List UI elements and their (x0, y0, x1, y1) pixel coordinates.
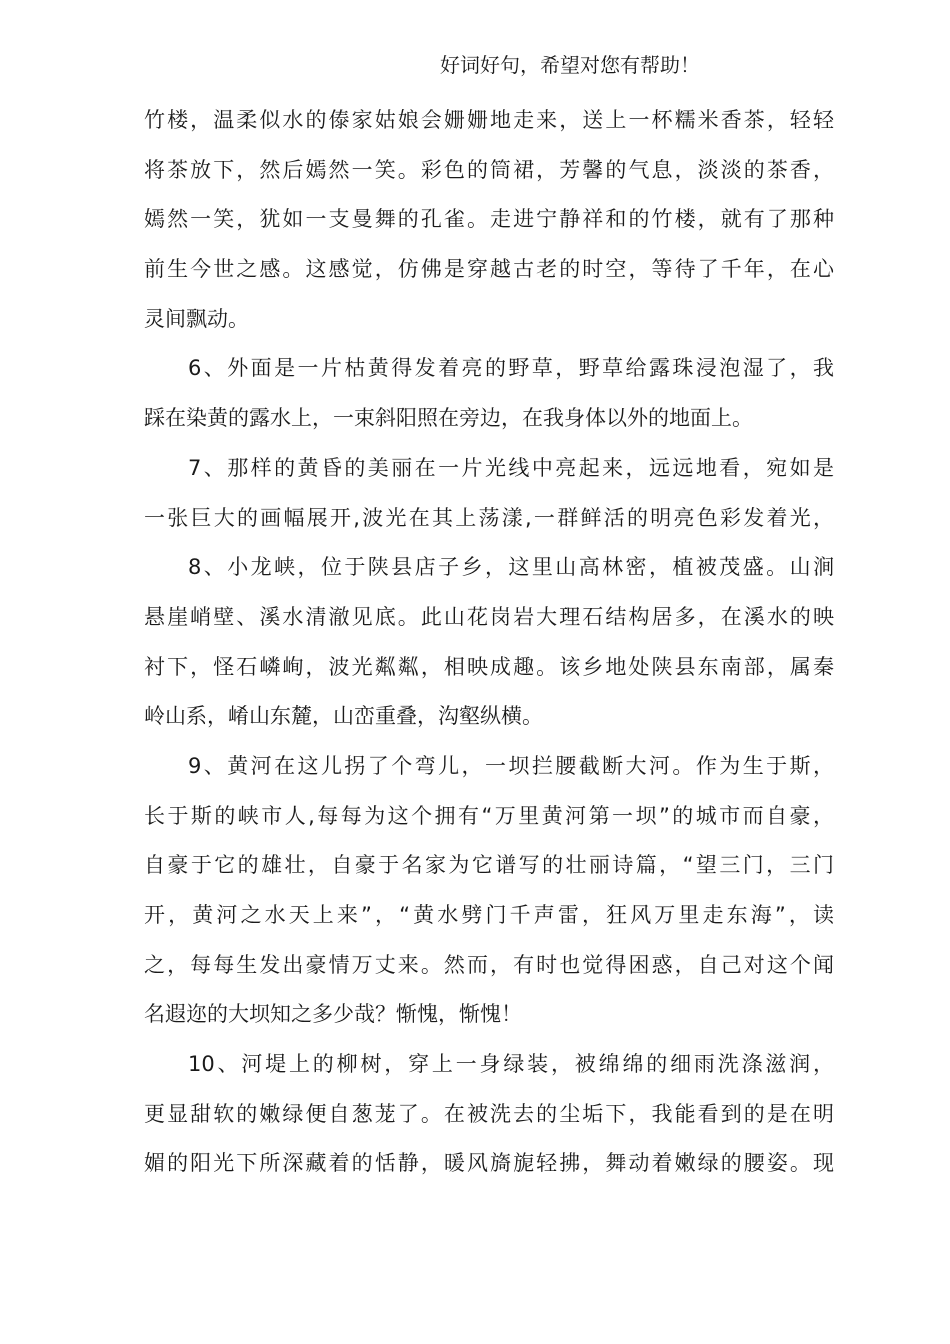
document-body (144, 96, 834, 1189)
text-line: 将茶放下，然后嫣然一笑。彩色的筒裙，芳馨的气息，淡淡的茶香， (144, 157, 834, 182)
paragraph-first-line: 8、小龙峡，位于陕县店子乡，这里山高林密，植被茂盛。山涧 (188, 555, 834, 580)
text-line: 更显甜软的嫩绿便自葱茏了。在被洗去的尘垢下，我能看到的是在明 (144, 1101, 834, 1126)
text-line: 踩在染黄的露水上，一束斜阳照在旁边，在我身体以外的地面上。 (144, 406, 753, 431)
text-line: 衬下，怪石嶙峋，波光粼粼，相映成趣。该乡地处陕县东南部，属秦 (144, 654, 834, 679)
text-line: 之，每每生发出豪情万丈来。然而，有时也觉得困惑，自己对这个闻 (144, 952, 834, 977)
text-line: 名遐迩的大坝知之多少哉？惭愧，惭愧！ (144, 1002, 522, 1027)
text-line: 悬崖峭壁、溪水清澈见底。此山花岗岩大理石结构居多，在溪水的映 (144, 604, 834, 629)
text-line: 竹楼，温柔似水的傣家姑娘会姗姗地走来，送上一杯糯米香茶，轻轻 (144, 108, 834, 132)
text-line: 长于斯的峡市人,每每为这个拥有“万里黄河第一坝”的城市而自豪， (144, 803, 834, 828)
paragraph-first-line: 9、黄河在这儿拐了个弯儿，一坝拦腰截断大河。作为生于斯， (188, 753, 834, 778)
text-line: 前生今世之感。这感觉，仿佛是穿越古老的时空，等待了千年，在心 (144, 257, 834, 282)
text-line: 岭山系，崤山东麓，山峦重叠，沟壑纵横。 (144, 704, 543, 729)
text-line: 嫣然一笑，犹如一支曼舞的孔雀。走进宁静祥和的竹楼，就有了那种 (144, 207, 834, 232)
text-line: 自豪于它的雄壮，自豪于名家为它谱写的壮丽诗篇，“望三门，三门 (144, 853, 834, 878)
text-line: 媚的阳光下所深藏着的恬静，暖风旖旎轻拂，舞动着嫩绿的腰姿。现 (144, 1151, 834, 1176)
paragraph-first-line: 10、河堤上的柳树，穿上一身绿装，被绵绵的细雨洗涤滋润， (188, 1052, 834, 1077)
text-line: 一张巨大的画幅展开,波光在其上荡漾,一群鲜活的明亮色彩发着光， (144, 505, 834, 530)
paragraph-first-line: 6、外面是一片枯黄得发着亮的野草，野草给露珠浸泡湿了，我 (188, 356, 834, 381)
paragraph-first-line: 7、那样的黄昏的美丽在一片光线中亮起来，远远地看，宛如是 (188, 455, 834, 480)
page-header: 好词好句，希望对您有帮助！ (440, 53, 700, 77)
text-line: 灵间飘动。 (144, 306, 249, 331)
text-line: 开，黄河之水天上来”，“黄水劈门千声雷，狂风万里走东海”，读 (144, 903, 834, 927)
